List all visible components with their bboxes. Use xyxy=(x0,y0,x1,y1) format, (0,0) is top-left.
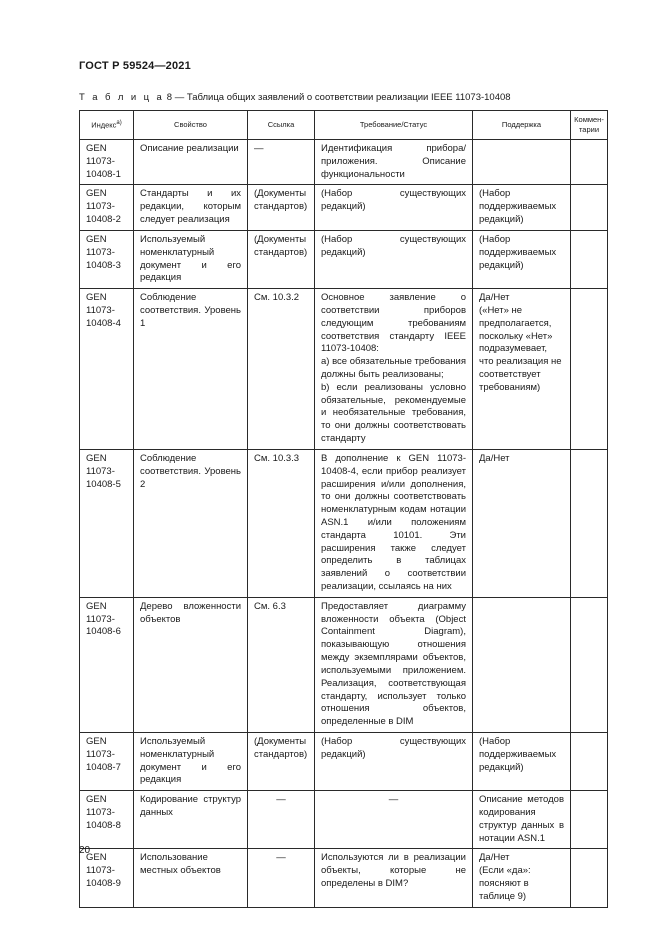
cell-index: GEN 11073- 10408-5 xyxy=(80,449,134,597)
cell-support: Да/Нет («Нет» не предполагается, поскольку «Нет» подразумевает, что реализация не соответствует требованиям) xyxy=(473,289,571,450)
cell-support: Да/Нет xyxy=(473,449,571,597)
column-header-property: Свойство xyxy=(134,111,248,140)
index-footnote-mark: а) xyxy=(116,120,122,127)
table-header-row xyxy=(80,111,608,140)
table-row xyxy=(80,140,608,185)
cell-support xyxy=(473,140,571,185)
cell-comments xyxy=(571,849,608,907)
table-row xyxy=(80,230,608,288)
cell-requirement: Предоставляет диаграмму вложенности объекта (Object Containment Diagram), показывающую отношения между экземплярами объектов, используемыми приложением. Реализация, соответствующая стандарту, использует только отношения объектов, определенные в DIM xyxy=(315,597,473,732)
cell-index: GEN 11073- 10408-3 xyxy=(80,230,134,288)
cell-requirement: (Набор существующих редакций) xyxy=(315,185,473,230)
table-row xyxy=(80,791,608,849)
cell-property: Соблюдение соответствия. Уровень 2 xyxy=(134,449,248,597)
cell-comments xyxy=(571,597,608,732)
cell-property: Описание реализации xyxy=(134,140,248,185)
column-header-requirement: Требование/Статус xyxy=(315,111,473,140)
cell-index: GEN 11073- 10408-7 xyxy=(80,732,134,790)
cell-requirement: Используются ли в реализации объекты, которые не определены в DIM? xyxy=(315,849,473,907)
cell-reference: — xyxy=(248,791,315,849)
cell-property: Соблюдение соответствия. Уровень 1 xyxy=(134,289,248,450)
cell-reference: См. 6.3 xyxy=(248,597,315,732)
cell-reference: (Документы стандартов) xyxy=(248,230,315,288)
cell-property: Стандарты и их редакции, которым следует реализация xyxy=(134,185,248,230)
cell-index: GEN 11073- 10408-4 xyxy=(80,289,134,450)
table-row xyxy=(80,732,608,790)
cell-comments xyxy=(571,289,608,450)
cell-comments xyxy=(571,791,608,849)
table-row xyxy=(80,289,608,450)
cell-property: Кодирование структур данных xyxy=(134,791,248,849)
column-header-reference: Ссылка xyxy=(248,111,315,140)
column-header-support: Поддержка xyxy=(473,111,571,140)
cell-requirement: Идентификация прибора/приложения. Описание функциональности xyxy=(315,140,473,185)
cell-support: Описание методов кодирования структур данных в нотации ASN.1 xyxy=(473,791,571,849)
cell-comments xyxy=(571,185,608,230)
table-caption-label: Т а б л и ц а xyxy=(79,92,165,103)
cell-support: Да/Нет (Если «да»: поясняют в таблице 9) xyxy=(473,849,571,907)
cell-support xyxy=(473,597,571,732)
cell-index: GEN 11073- 10408-2 xyxy=(80,185,134,230)
column-header-index: Индекс$^{а)}$ xyxy=(80,111,134,140)
cell-index: GEN 11073- 10408-1 xyxy=(80,140,134,185)
cell-support: (Набор поддерживаемых редакций) xyxy=(473,732,571,790)
cell-reference: См. 10.3.3 xyxy=(248,449,315,597)
cell-reference: — xyxy=(248,849,315,907)
cell-reference: См. 10.3.2 xyxy=(248,289,315,450)
page-number: 20 xyxy=(79,845,91,856)
table-caption xyxy=(79,92,511,103)
cell-property: Дерево вложенности объектов xyxy=(134,597,248,732)
document-header: ГОСТ Р 59524—2021 xyxy=(79,60,191,72)
cell-index: GEN 11073- 10408-6 xyxy=(80,597,134,732)
cell-property: Использование местных объектов xyxy=(134,849,248,907)
cell-comments xyxy=(571,449,608,597)
table-row xyxy=(80,849,608,907)
table-row xyxy=(80,185,608,230)
cell-reference: — xyxy=(248,140,315,185)
cell-requirement: Основное заявление о соответствии приборов следующим требованиям соответствия стандарту IEEE 11073-10408: a) все обязательные требования должны быть реализованы; b) если реализованы условно обязательные, рекомендуемые и необязательные требования, то они должны соответствовать стандарту xyxy=(315,289,473,450)
cell-requirement: (Набор существующих редакций) xyxy=(315,230,473,288)
cell-property: Используемый номенклатурный документ и его редакция xyxy=(134,732,248,790)
cell-comments xyxy=(571,140,608,185)
cell-support: (Набор поддерживаемых редакций) xyxy=(473,185,571,230)
table-row xyxy=(80,597,608,732)
cell-requirement: (Набор существующих редакций) xyxy=(315,732,473,790)
cell-property: Используемый номенклатурный документ и его редакция xyxy=(134,230,248,288)
cell-index: GEN 11073- 10408-8 xyxy=(80,791,134,849)
cell-comments xyxy=(571,230,608,288)
cell-index: GEN 11073- 10408-9 xyxy=(80,849,134,907)
cell-reference: (Документы стандартов) xyxy=(248,732,315,790)
table-caption-text: 8 — Таблица общих заявлений о соответствии реализации IEEE 11073-10408 xyxy=(164,92,511,103)
cell-support: (Набор поддерживаемых редакций) xyxy=(473,230,571,288)
column-header-comments: Коммен- тарии xyxy=(571,111,608,140)
cell-reference: (Документы стандартов) xyxy=(248,185,315,230)
table-row xyxy=(80,449,608,597)
cell-comments xyxy=(571,732,608,790)
cell-requirement: В дополнение к GEN 11073-10408-4, если прибор реализует расширения и/или дополнения, то они должны соответствовать номенклатурным кодам нотации ASN.1 и/или положениям стандарта 10101. Эти расширения также следует определить в таблицах заявлений о соответствии реализации, ссылаясь на них xyxy=(315,449,473,597)
cell-requirement: — xyxy=(315,791,473,849)
conformance-table xyxy=(79,110,608,908)
